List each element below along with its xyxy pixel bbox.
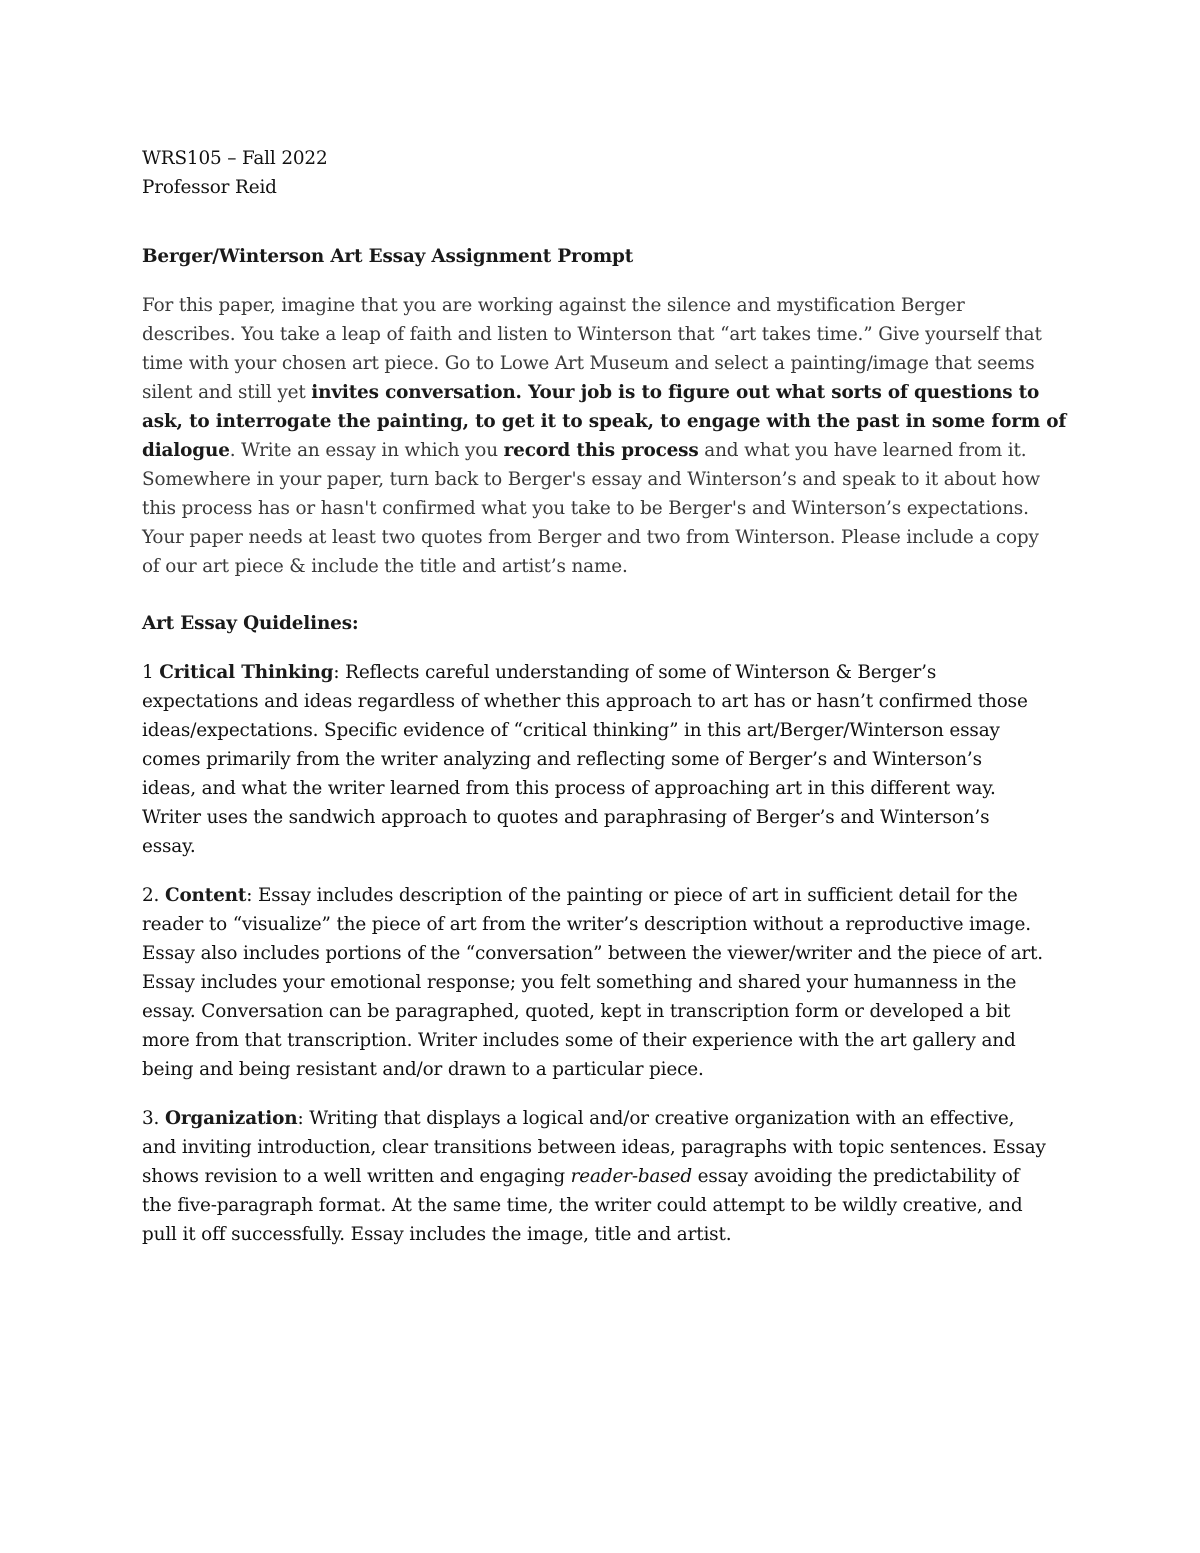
intro-line: time with your chosen art piece. Go to Lowe Art Museum and select a painting/image that seems [142,353,1035,374]
guideline-line: comes primarily from the writer analyzing and reflecting some of Berger’s and Winterson’s [142,749,982,770]
intro-bold-text: invites conversation. Your job is to figure out what sorts of questions to [311,382,1040,403]
guideline-term: Critical Thinking [159,662,334,683]
guideline-line [142,1104,1072,1133]
intro-text: and what you have learned from it. [698,440,1027,461]
guidelines-heading [142,609,1072,638]
intro-line: For this paper, imagine that you are working against the silence and mystification Berger [142,295,965,316]
intro-line [142,378,1072,407]
guideline-italic-text: reader-based [570,1166,692,1187]
intro-paragraph [142,291,1072,581]
assignment-title-text: Berger/Winterson Art Essay Assignment Prompt [142,246,634,267]
guideline-line: the five-paragraph format. At the same time, the writer could attempt to be wildly creative, and [142,1195,1023,1216]
guideline-text: : Essay includes description of the painting or piece of art in sufficient detail for the [246,885,1018,906]
guideline-text: : Reflects careful understanding of some of Winterson & Berger’s [333,662,937,683]
guideline-line: essay. [142,836,196,857]
intro-bold-text: ask, to interrogate the painting, to get it to speak, to engage with the past in some form of [142,411,1067,432]
guideline-number: 3. [142,1108,165,1129]
intro-line: Your paper needs at least two quotes from Berger and two from Winterson. Please include a copy [142,527,1039,548]
guideline-term: Content [164,885,247,906]
guideline-text: essay avoiding the predictability of [691,1166,1020,1187]
guideline-line: expectations and ideas regardless of whether this approach to art has or hasn’t confirmed those [142,691,1028,712]
guideline-line [142,658,1072,687]
guideline-number: 1 [142,662,160,683]
guideline-critical-thinking [142,658,1072,861]
intro-text: . Write an essay in which you [229,440,504,461]
guideline-number: 2. [142,885,165,906]
intro-bold-text: record this process [503,440,699,461]
spacer [142,1084,1072,1104]
guideline-line: more from that transcription. Writer includes some of their experience with the art gallery and [142,1030,1016,1051]
intro-bold-text: dialogue [142,440,230,461]
guideline-line: Essay also includes portions of the “conversation” between the viewer/writer and the piece of art. [142,943,1043,964]
intro-line: of our art piece & include the title and artist’s name. [142,556,628,577]
guideline-line: ideas, and what the writer learned from this process of approaching art in this different way. [142,778,996,799]
guideline-line: pull it off successfully. Essay includes the image, title and artist. [142,1224,732,1245]
guideline-term: Organization [164,1108,298,1129]
spacer [142,202,1072,242]
guideline-line [142,881,1072,910]
course-line: WRS105 – Fall 2022 [142,148,328,169]
guideline-line: reader to “visualize” the piece of art from the writer’s description without a reproductive image. [142,914,1031,935]
intro-line [142,436,1072,465]
spacer [142,581,1072,609]
intro-line [142,407,1072,436]
intro-line: describes. You take a leap of faith and listen to Winterson that “art takes time.” Give yourself that [142,324,1042,345]
assignment-title [142,242,1072,271]
intro-line: Somewhere in your paper, turn back to Berger's essay and Winterson’s and speak to it about how [142,469,1040,490]
guideline-line: being and being resistant and/or drawn to a particular piece. [142,1059,704,1080]
spacer [142,638,1072,658]
spacer [142,271,1072,291]
guideline-content [142,881,1072,1084]
guideline-text: : Writing that displays a logical and/or creative organization with an effective, [297,1108,1015,1129]
guideline-line [142,1162,1072,1191]
guideline-text: shows revision to a well written and engaging [142,1166,571,1187]
document-page [142,144,1072,1249]
guideline-line: essay. Conversation can be paragraphed, quoted, kept in transcription form or developed a bit [142,1001,1011,1022]
guideline-line: and inviting introduction, clear transitions between ideas, paragraphs with topic sentences. Essay [142,1137,1046,1158]
guidelines-heading-text: Art Essay Quidelines: [142,613,359,634]
guideline-line: Writer uses the sandwich approach to quotes and paraphrasing of Berger’s and Winterson’s [142,807,990,828]
professor-line: Professor Reid [142,177,277,198]
guideline-organization [142,1104,1072,1249]
spacer [142,861,1072,881]
intro-text: silent and still yet [142,382,312,403]
intro-line: this process has or hasn't confirmed what you take to be Berger's and Winterson’s expectations. [142,498,1029,519]
guideline-line: Essay includes your emotional response; you felt something and shared your humanness in the [142,972,1017,993]
guideline-line: ideas/expectations. Specific evidence of “critical thinking” in this art/Berger/Winterson essay [142,720,1000,741]
